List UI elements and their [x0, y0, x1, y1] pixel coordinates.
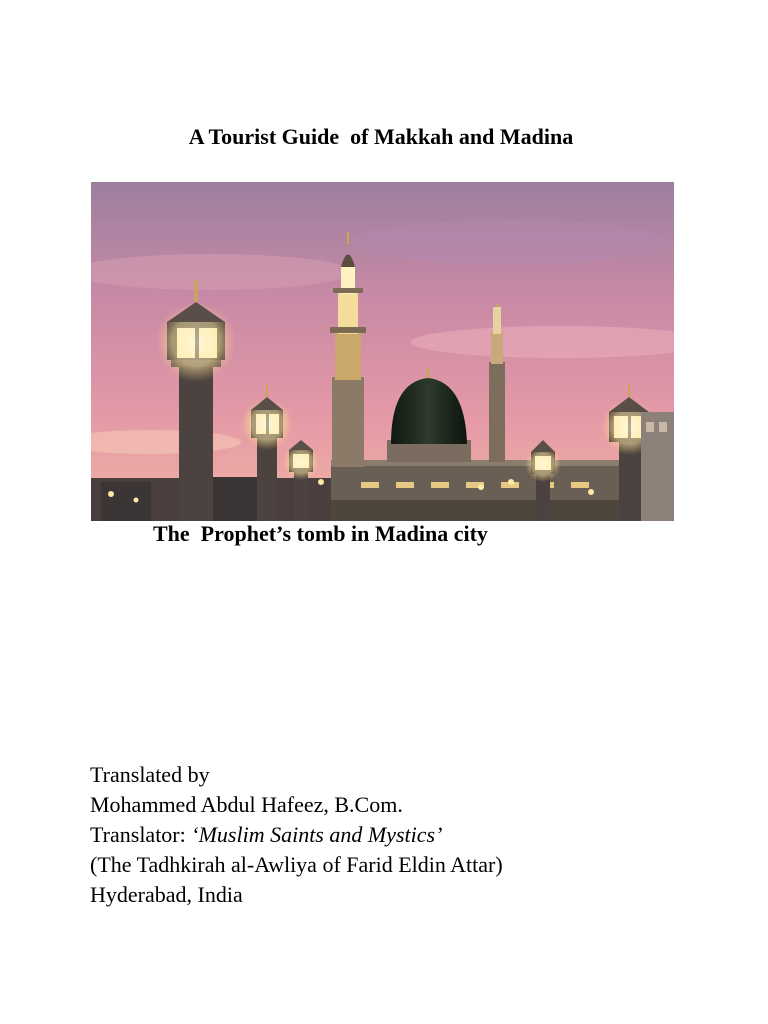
credits-line-translator-name: Mohammed Abdul Hafeez, B.Com.	[90, 792, 403, 817]
translator-label: Translator:	[90, 822, 192, 847]
photo-caption: The Prophet’s tomb in Madina city	[153, 521, 488, 546]
mosque-photo	[91, 182, 674, 521]
credits-block	[90, 760, 503, 910]
book-title: ‘Muslim Saints and Mystics’	[191, 822, 443, 847]
page-title: A Tourist Guide of Makkah and Madina	[188, 124, 574, 149]
credits-line-translator-work	[90, 820, 503, 850]
credits-line-translated-by: Translated by	[90, 762, 210, 787]
credits-line-book-source: (The Tadhkirah al-Awliya of Farid Eldin Attar)	[90, 852, 503, 877]
credits-line-location: Hyderabad, India	[90, 882, 243, 907]
